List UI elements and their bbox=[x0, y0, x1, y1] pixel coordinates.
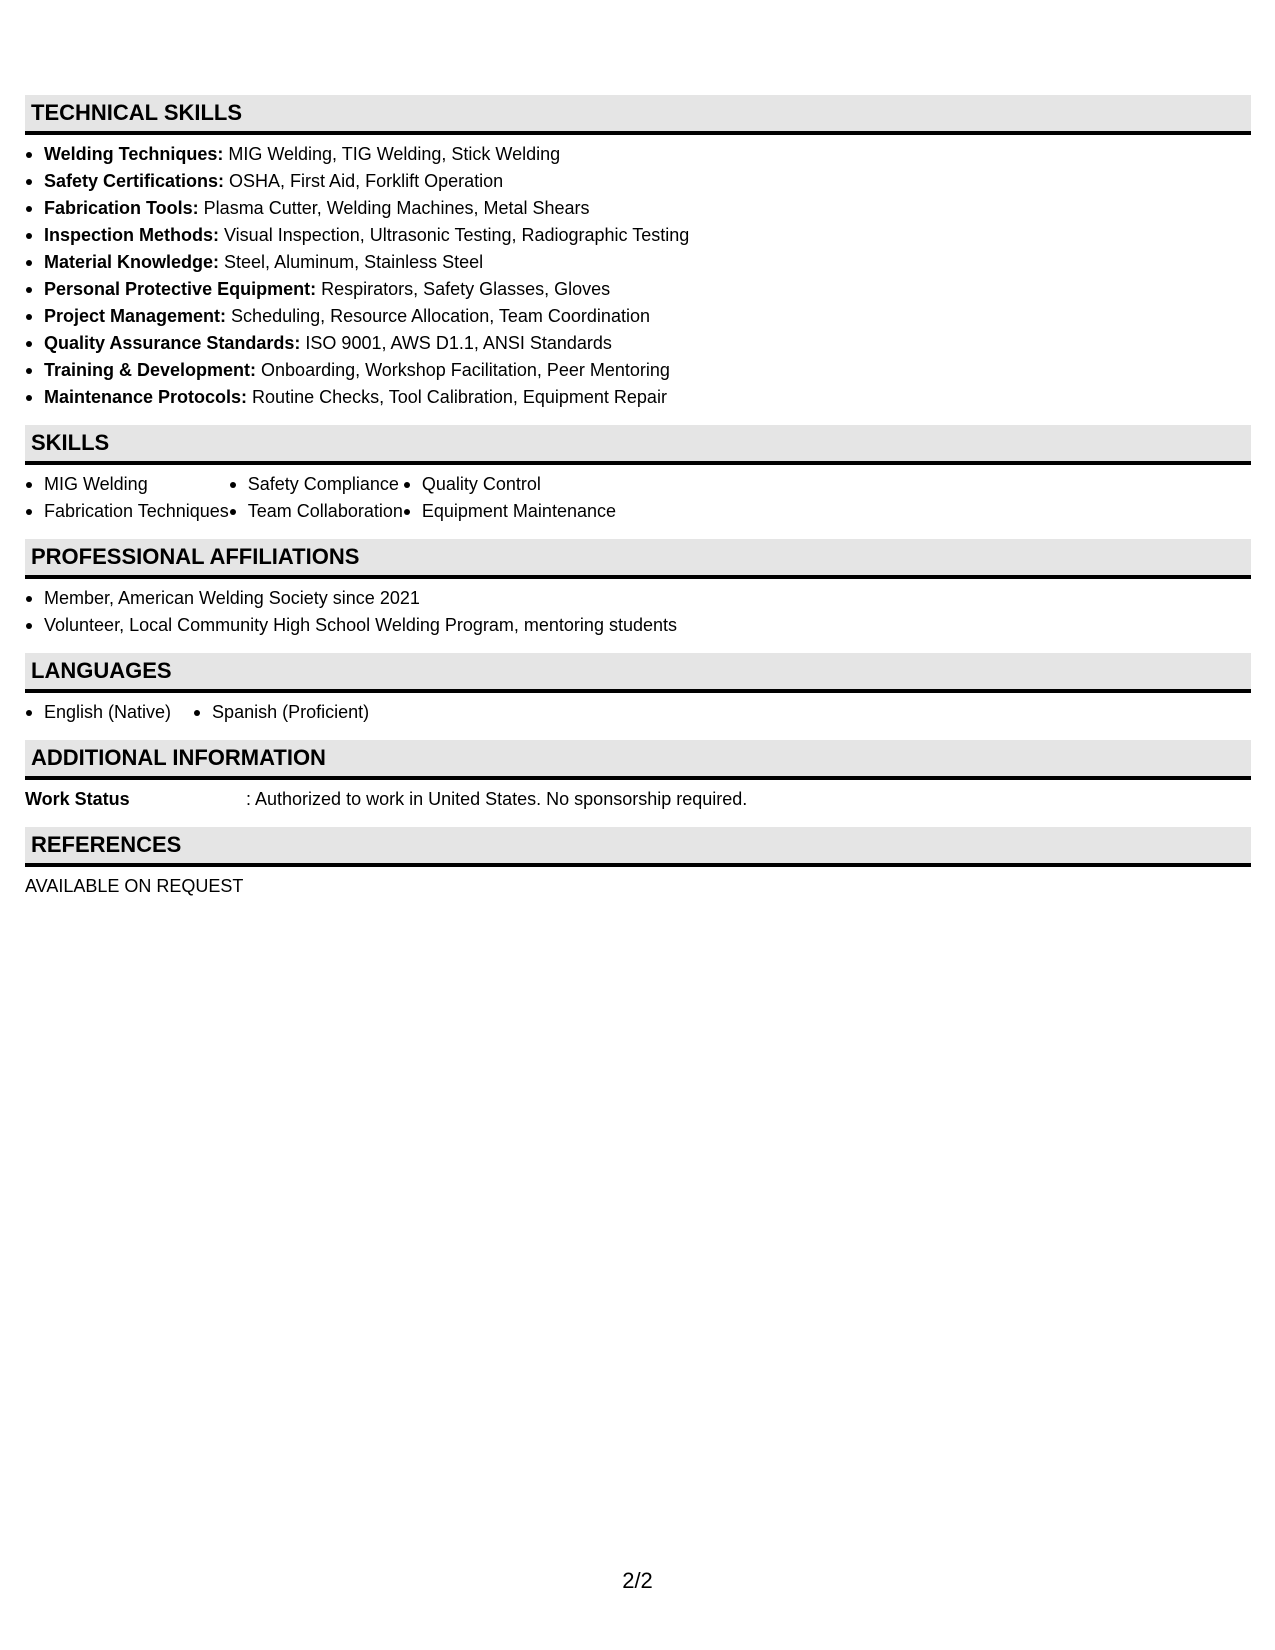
list-item: Fabrication Techniques bbox=[25, 498, 229, 525]
work-status-row bbox=[25, 786, 1251, 813]
references-section bbox=[25, 827, 1251, 900]
list-item bbox=[25, 249, 1251, 276]
skill-category-value: Visual Inspection, Ultrasonic Testing, Radiographic Testing bbox=[219, 225, 690, 245]
section-heading: REFERENCES bbox=[25, 827, 1251, 867]
technical-skills-section bbox=[25, 95, 1251, 411]
list-item bbox=[25, 222, 1251, 249]
skill-category-value: OSHA, First Aid, Forklift Operation bbox=[224, 171, 504, 191]
skill-category-label: Project Management: bbox=[44, 306, 227, 326]
list-item bbox=[25, 330, 1251, 357]
skill-category-value: Routine Checks, Tool Calibration, Equipment Repair bbox=[247, 387, 667, 407]
section-heading: ADDITIONAL INFORMATION bbox=[25, 740, 1251, 780]
skills-column bbox=[403, 471, 616, 525]
list-item: MIG Welding bbox=[25, 471, 229, 498]
skill-category-value: Plasma Cutter, Welding Machines, Metal Shears bbox=[198, 198, 590, 218]
technical-skills-list bbox=[25, 141, 1251, 411]
skills-grid bbox=[25, 465, 1251, 525]
list-item bbox=[25, 195, 1251, 222]
list-item: English (Native) bbox=[25, 699, 171, 726]
skill-category-value: Steel, Aluminum, Stainless Steel bbox=[219, 252, 484, 272]
skill-category-value: ISO 9001, AWS D1.1, ANSI Standards bbox=[300, 333, 612, 353]
skill-category-label: Maintenance Protocols: bbox=[44, 387, 248, 407]
section-heading: PROFESSIONAL AFFILIATIONS bbox=[25, 539, 1251, 579]
list-item bbox=[25, 384, 1251, 411]
skill-category-label: Fabrication Tools: bbox=[44, 198, 199, 218]
skill-category-value: Respirators, Safety Glasses, Gloves bbox=[316, 279, 611, 299]
skill-category-label: Personal Protective Equipment: bbox=[44, 279, 317, 299]
list-item: Equipment Maintenance bbox=[403, 498, 616, 525]
skill-category-value: Onboarding, Workshop Facilitation, Peer Mentoring bbox=[256, 360, 670, 380]
skills-column bbox=[229, 471, 403, 525]
list-item bbox=[25, 357, 1251, 384]
section-heading: LANGUAGES bbox=[25, 653, 1251, 693]
skill-category-label: Safety Certifications: bbox=[44, 171, 225, 191]
skill-category-label: Inspection Methods: bbox=[44, 225, 219, 245]
list-item bbox=[25, 276, 1251, 303]
references-text: AVAILABLE ON REQUEST bbox=[25, 876, 244, 896]
section-heading: TECHNICAL SKILLS bbox=[25, 95, 1251, 135]
skill-category-label: Quality Assurance Standards: bbox=[44, 333, 301, 353]
list-item bbox=[25, 168, 1251, 195]
list-item: Spanish (Proficient) bbox=[193, 699, 369, 726]
list-item bbox=[25, 303, 1251, 330]
section-heading: SKILLS bbox=[25, 425, 1251, 465]
additional-information-section bbox=[25, 740, 1251, 813]
work-status-value: : Authorized to work in United States. No sponsorship required. bbox=[246, 789, 748, 809]
skill-category-label: Material Knowledge: bbox=[44, 252, 220, 272]
list-item: Member, American Welding Society since 2021 bbox=[25, 585, 1251, 612]
skill-category-value: Scheduling, Resource Allocation, Team Coordination bbox=[226, 306, 650, 326]
affiliations-list bbox=[25, 585, 1251, 639]
page-number: 2/2 bbox=[622, 1568, 653, 1593]
work-status-label: Work Status bbox=[25, 789, 130, 809]
affiliations-section bbox=[25, 539, 1251, 639]
skills-section bbox=[25, 425, 1251, 525]
skill-category-label: Training & Development: bbox=[44, 360, 257, 380]
resume-page bbox=[25, 95, 1251, 914]
list-item: Volunteer, Local Community High School Welding Program, mentoring students bbox=[25, 612, 1251, 639]
list-item: Quality Control bbox=[403, 471, 616, 498]
list-item: Team Collaboration bbox=[229, 498, 403, 525]
languages-list bbox=[25, 699, 1251, 726]
list-item: Safety Compliance bbox=[229, 471, 403, 498]
languages-section bbox=[25, 653, 1251, 726]
skill-category-value: MIG Welding, TIG Welding, Stick Welding bbox=[223, 144, 561, 164]
list-item bbox=[25, 141, 1251, 168]
skill-category-label: Welding Techniques: bbox=[44, 144, 224, 164]
skills-column bbox=[25, 471, 229, 525]
